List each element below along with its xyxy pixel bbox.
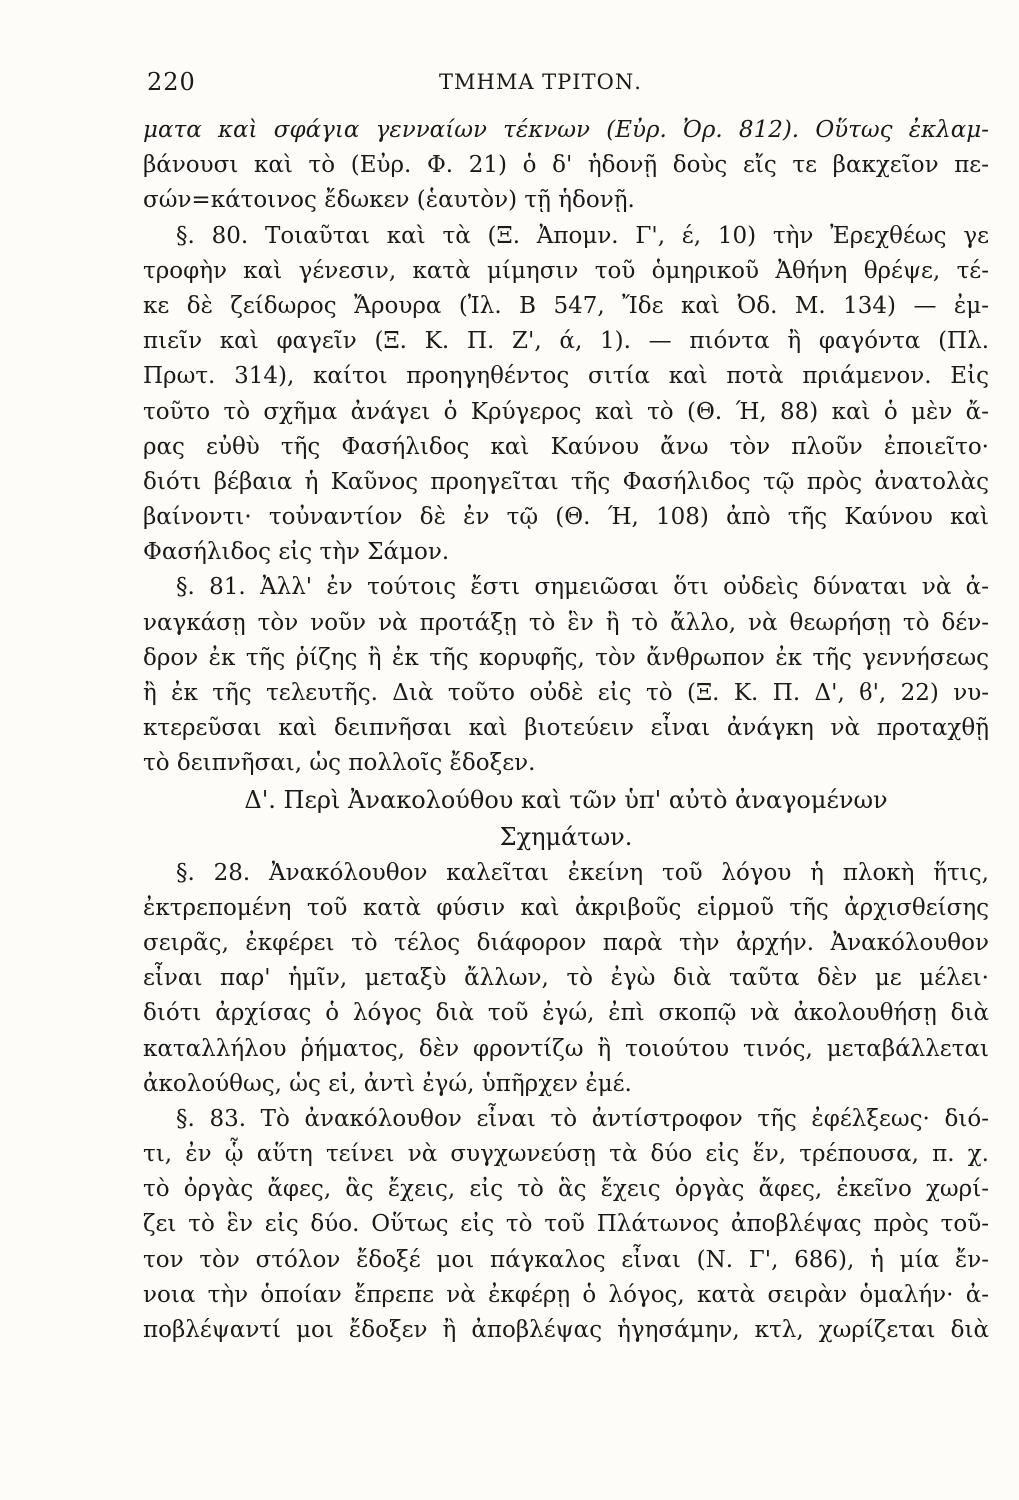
text-line: βαίνοντι· τοὐναντίον δὲ ἐν τῷ (Θ. Ή, 108) ἀπὸ τῆς Καύνου καὶ xyxy=(143,504,989,531)
running-head xyxy=(147,68,983,108)
text-line: εἶναι παρ' ἡμῖν, μεταξὺ ἄλλων, τὸ ἐγὼ διὰ ταῦτα δὲν με μέλει· xyxy=(143,965,989,992)
text-line: Φασήλιδος εἰς τὴν Σάμον. xyxy=(143,539,450,566)
text-line: τὸ δειπνῆσαι, ὡς πολλοῖς ἔδοξεν. xyxy=(143,750,536,777)
text-line: σειρᾶς, ἐκφέρει τὸ τέλος διάφορον παρὰ τὴν ἀρχήν. Ἀνακόλουθον xyxy=(143,929,989,956)
paragraph-80-start: §. 80. Τοιαῦται καὶ τὰ (Ξ. Ἀπομν. Γ', έ, 10) τὴν Ἐρεχθέως γε xyxy=(176,222,989,249)
section-heading-line-1: Δ'. Περὶ Ἀνακολούθου καὶ τῶν ὑπ' αὐτὸ ἀναγομένων xyxy=(244,785,888,814)
text-line: σών=κάτοινος ἔδωκεν (ἑαυτὸν) τῇ ἡδονῇ. xyxy=(143,187,635,214)
page-number: 220 xyxy=(147,68,196,96)
text-line: Πρωτ. 314), καίτοι προηγηθέντος σιτία καὶ ποτὰ πριάμενον. Εἰς xyxy=(143,363,989,390)
paragraph-28-start: §. 28. Ἀνακόλουθον καλεῖται ἐκείνη τοῦ λόγου ἡ πλοκὴ ἥτις, xyxy=(176,859,989,886)
text-line: καταλλήλου ῥήματος, δὲν φροντίζω ἢ τοιούτου τινός, μεταβάλλεται xyxy=(143,1035,989,1062)
section-heading-line-2: Σχημάτων. xyxy=(499,822,633,851)
text-line: τον τὸν στόλον ἔδοξέ μοι πάγκαλος εἶναι (Ν. Γ', 686), ἡ μία ἔν- xyxy=(143,1246,989,1273)
running-title: ΤΜΗΜΑ ΤΡΙΤΟΝ. xyxy=(439,70,642,94)
text-line: ναγκάσῃ τὸν νοῦν νὰ προτάξῃ τὸ ἓν ἢ τὸ ἄλλο, νὰ θεωρήσῃ τὸ δέν- xyxy=(143,609,989,636)
body-text xyxy=(143,113,989,1348)
text-line: κτερεῦσαι καὶ δειπνῆσαι καὶ βιοτεύειν εἶναι ἀνάγκη νὰ προταχθῇ xyxy=(143,715,989,742)
text-line: τὸ ὀργὰς ἄφες, ἃς ἔχεις, εἰς τὸ ἃς ἔχεις ὀργὰς ἄφες, ἐκεῖνο χωρί- xyxy=(143,1176,989,1203)
text-line: ἐκτρεπομένη τοῦ κατὰ φύσιν καὶ ἀκριβοῦς εἱρμοῦ τῆς ἀρχισθείσης xyxy=(143,894,989,921)
text-line: διότι βέβαια ἡ Καῦνος προηγεῖται τῆς Φασήλιδος τῷ πρὸς ἀνατολὰς xyxy=(143,468,989,495)
text-line: ποβλέψαντί μοι ἔδοξεν ἢ ἀποβλέψας ἡγησάμην, κτλ, χωρίζεται διὰ xyxy=(143,1317,989,1343)
text-line: νοια τὴν ὁποίαν ἔπρεπε νὰ ἐκφέρῃ ὁ λόγος, κατὰ σειρὰν ὁμαλήν· ἀ- xyxy=(143,1281,989,1308)
text-line: δρον ἐκ τῆς ῥίζης ἢ ἐκ τῆς κορυφῆς, τὸν ἄνθρωπον ἐκ τῆς γεννήσεως xyxy=(143,644,989,671)
paragraph-81-start: §. 81. Ἀλλ' ἐν τούτοις ἔστι σημειῶσαι ὅτι οὐδεὶς δύναται νὰ ἀ- xyxy=(176,574,989,601)
text-line: κε δὲ ζείδωρος Ἄρουρα (Ἰλ. Β 547, Ἴδε καὶ Ὀδ. Μ. 134) — ἐμ- xyxy=(143,292,989,319)
text-line: ζει τὸ ἓν εἰς δύο. Οὕτως εἰς τὸ τοῦ Πλάτωνος ἀποβλέψας πρὸς τοῦ- xyxy=(143,1211,989,1238)
text-line: ρας εὐθὺ τῆς Φασήλιδος καὶ Καύνου ἄνω τὸν πλοῦν ἐποιεῖτο· xyxy=(143,433,989,460)
text-line: βάνουσι καὶ τὸ (Εὐρ. Φ. 21) ὁ δ' ἡδονῇ δοὺς εἴς τε βακχεῖον πε- xyxy=(143,152,989,179)
text-line: ματα καὶ σφάγια γενναίων τέκνων (Εὐρ. Ὀρ. 812). Οὕτως ἐκλαμ- xyxy=(143,117,989,143)
paragraph-83-start: §. 83. Τὸ ἀνακόλουθον εἶναι τὸ ἀντίστροφον τῆς ἐφέλξεως· διό- xyxy=(176,1105,989,1132)
text-line: ἢ ἐκ τῆς τελευτῆς. Διὰ τοῦτο οὐδὲ εἰς τὸ (Ξ. Κ. Π. Δ', ϐ', 22) νυ- xyxy=(143,680,989,706)
text-line: τοῦτο τὸ σχῆμα ἀνάγει ὁ Κρύγερος καὶ τὸ (Θ. Ή, 88) καὶ ὁ μὲν ἄ- xyxy=(143,398,989,425)
text-line: ἀκολούθως, ὡς εἰ, ἀντὶ ἐγώ, ὑπῆρχεν ἐμέ. xyxy=(143,1070,632,1097)
text-line: πιεῖν καὶ φαγεῖν (Ξ. Κ. Π. Ζ', ά, 1). — πιόντα ἢ φαγόντα (Πλ. xyxy=(143,328,989,355)
text-line: τι, ἐν ᾧ αὕτη τείνει νὰ συγχωνεύσῃ τὰ δύο εἰς ἕν, τρέπουσα, π. χ. xyxy=(143,1141,989,1168)
text-line: τροφὴν καὶ γένεσιν, κατὰ μίμησιν τοῦ ὁμηρικοῦ Ἀθήνη θρέψε, τέ- xyxy=(143,257,989,284)
text-line: διότι ἀρχίσας ὁ λόγος διὰ τοῦ ἐγώ, ἐπὶ σκοπῷ νὰ ἀκολουθήσῃ διὰ xyxy=(143,1000,989,1027)
